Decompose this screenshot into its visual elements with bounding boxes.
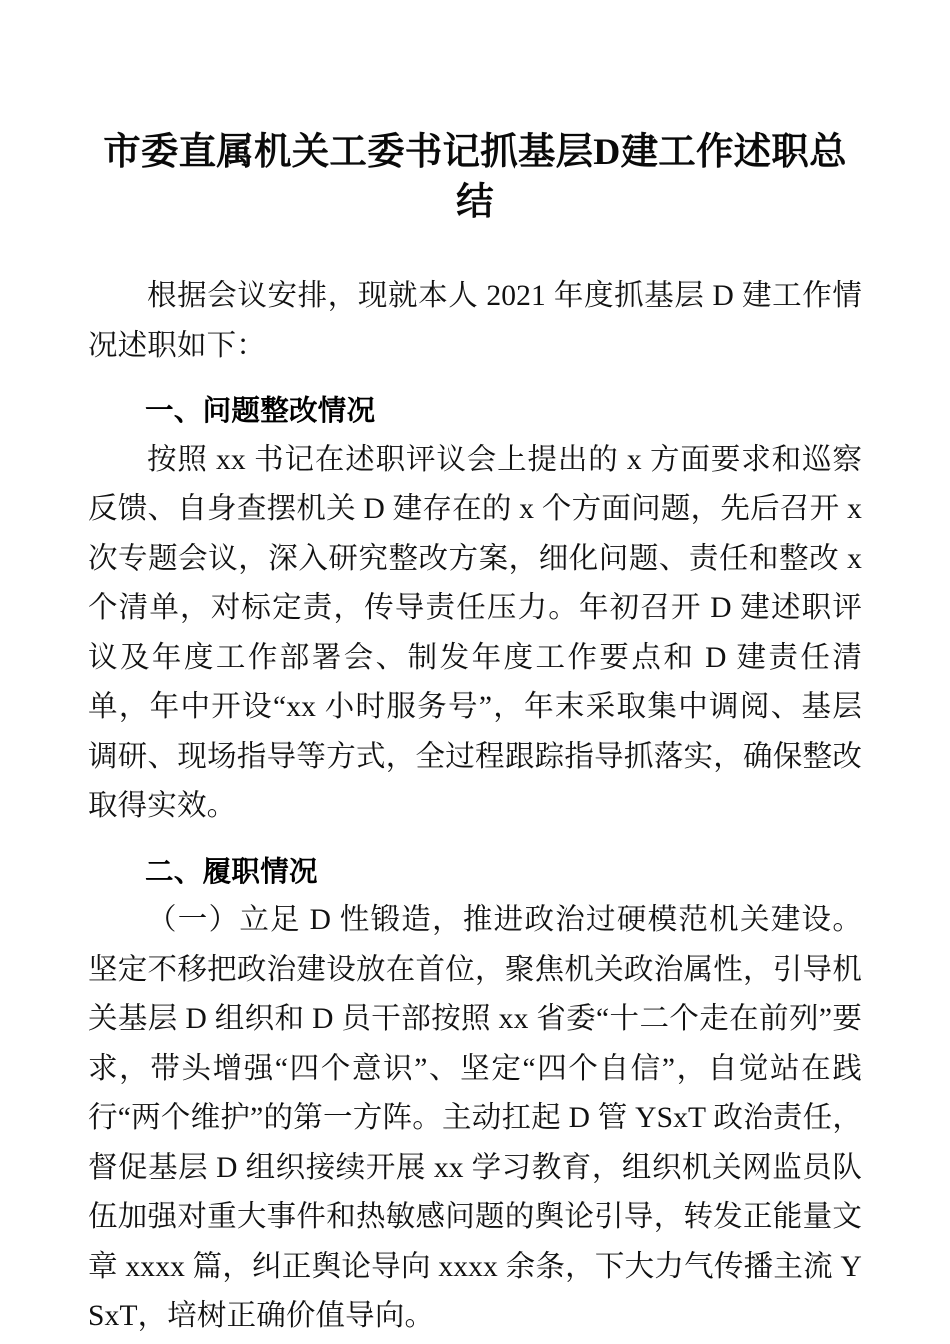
paragraph-problem-rectification: 按照 xx 书记在述职评议会上提出的 x 方面要求和巡察反馈、自身查摆机关 D 建存在的 x 个方面问题，先后召开 x 次专题会议，深入研究整改方案，细化问题、责任和整改 x 个清单，对标定责，传导责任压力。年初召开 D 建述职评议及年度工作部署会、制发年度工作要点和 D 建责任清单，年中开设“xx 小时服务号”，年末采取集中调阅、基层调研、现场指导等方式，全过程跟踪指导抓落实，确保整改取得实效。 <box>88 443 862 822</box>
paragraph-duty-performance-1: （一）立足 D 性锻造，推进政治过硬模范机关建设。坚定不移把政治建设放在首位，聚焦机关政治属性，引导机关基层 D 组织和 D 员干部按照 xx 省委“十二个走在前列”要求，带头增强“四个意识”、坚定“四个自信”，自觉站在践行“两个维护”的第一方阵。主动扛起 D 管 YSxT 政治责任，督促基层 D 组织接续开展 xx 学习教育，组织机关网监员队伍加强对重大事件和热敏感问题的舆论引导，转发正能量文章 xxxx 篇，纠正舆论导向 xxxx 余条，下大力气传播主流 YSxT，培树正确价值导向。 <box>88 904 862 1332</box>
page-title: 市委直属机关工委书记抓基层D建工作述职总结 <box>103 132 847 223</box>
document-content <box>88 0 862 1342</box>
paragraph-intro: 根据会议安排，现就本人 2021 年度抓基层 D 建工作情况述职如下： <box>88 280 862 362</box>
section-heading-duty-performance: 二、履职情况 <box>145 854 318 888</box>
section-heading-problem-rectification: 一、问题整改情况 <box>145 394 376 427</box>
